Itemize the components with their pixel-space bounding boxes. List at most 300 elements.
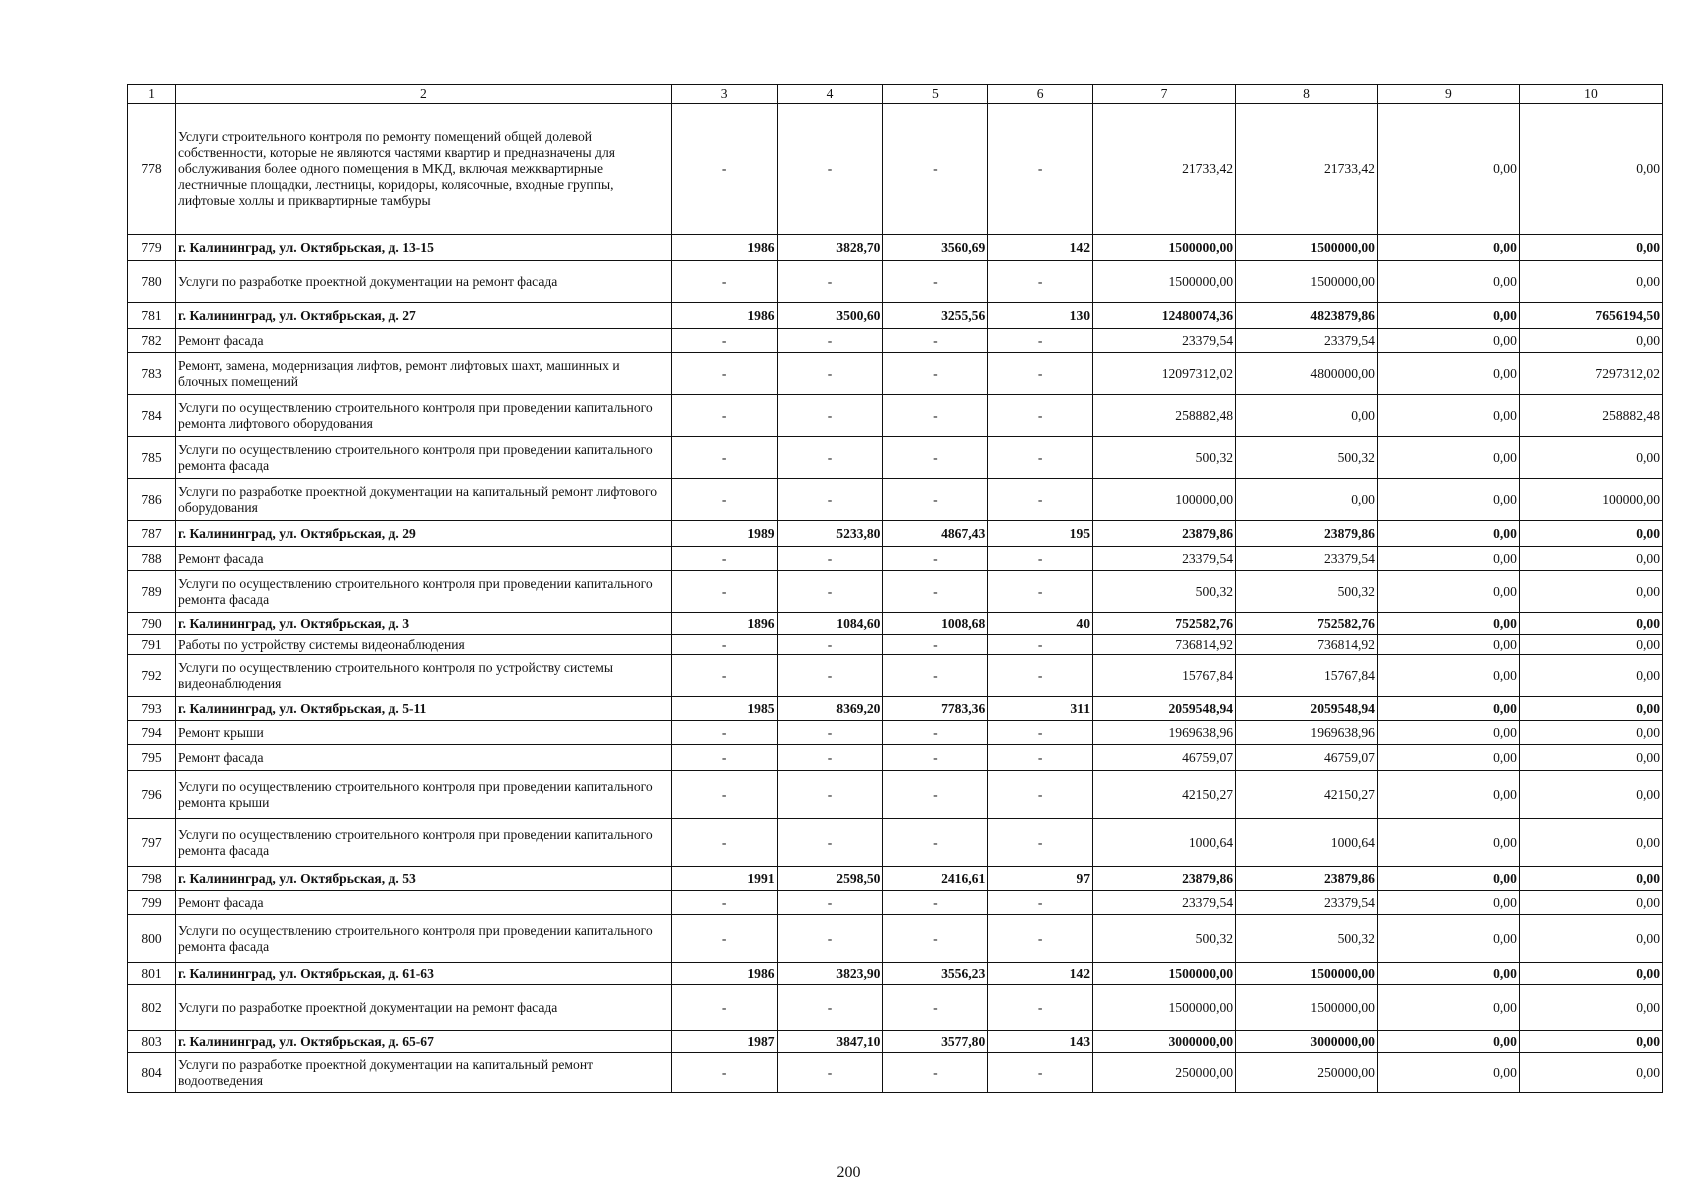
value-cell: 3560,69 <box>883 235 988 261</box>
address-row <box>128 867 1663 891</box>
service-row <box>128 635 1663 655</box>
empty-value-cell: - <box>988 721 1093 745</box>
value-cell: 0,00 <box>1519 891 1662 915</box>
work-description-cell: Работы по устройству системы видеонаблюдения <box>176 635 672 655</box>
value-cell: 0,00 <box>1377 963 1519 985</box>
value-cell: 0,00 <box>1377 1053 1519 1093</box>
row-number-cell: 789 <box>128 571 176 613</box>
empty-value-cell: - <box>988 547 1093 571</box>
value-cell: 0,00 <box>1377 547 1519 571</box>
empty-value-cell: - <box>777 104 883 235</box>
empty-value-cell: - <box>988 395 1093 437</box>
empty-value-cell: - <box>883 395 988 437</box>
column-header: 7 <box>1093 85 1236 104</box>
work-description-cell: Услуги по осуществлению строительного контроля при проведении капитального ремонта фасада <box>176 437 672 479</box>
service-row <box>128 1053 1663 1093</box>
value-cell: 0,00 <box>1519 1031 1662 1053</box>
empty-value-cell: - <box>671 721 777 745</box>
empty-value-cell: - <box>883 479 988 521</box>
empty-value-cell: - <box>777 261 883 303</box>
row-number-cell: 800 <box>128 915 176 963</box>
value-cell: 500,32 <box>1236 571 1378 613</box>
row-number-cell: 778 <box>128 104 176 235</box>
empty-value-cell: - <box>988 353 1093 395</box>
empty-value-cell: - <box>671 571 777 613</box>
work-description-cell: Услуги по осуществлению строительного контроля при проведении капитального ремонта лифтового оборудования <box>176 395 672 437</box>
empty-value-cell: - <box>883 437 988 479</box>
work-description-cell: Услуги по разработке проектной документации на ремонт фасада <box>176 261 672 303</box>
service-row <box>128 437 1663 479</box>
value-cell: 3847,10 <box>777 1031 883 1053</box>
empty-value-cell: - <box>777 721 883 745</box>
value-cell: 1084,60 <box>777 613 883 635</box>
empty-value-cell: - <box>883 547 988 571</box>
service-row <box>128 261 1663 303</box>
value-cell: 0,00 <box>1377 771 1519 819</box>
value-cell: 1500000,00 <box>1236 985 1378 1031</box>
empty-value-cell: - <box>988 635 1093 655</box>
address-cell: г. Калининград, ул. Октябрьская, д. 29 <box>176 521 672 547</box>
value-cell: 0,00 <box>1377 303 1519 329</box>
empty-value-cell: - <box>777 547 883 571</box>
value-cell: 0,00 <box>1377 521 1519 547</box>
address-row <box>128 1031 1663 1053</box>
empty-value-cell: - <box>883 745 988 771</box>
empty-value-cell: - <box>988 771 1093 819</box>
address-cell: г. Калининград, ул. Октябрьская, д. 3 <box>176 613 672 635</box>
empty-value-cell: - <box>671 329 777 353</box>
empty-value-cell: - <box>883 261 988 303</box>
address-cell: г. Калининград, ул. Октябрьская, д. 27 <box>176 303 672 329</box>
empty-value-cell: - <box>777 329 883 353</box>
value-cell: 0,00 <box>1377 985 1519 1031</box>
empty-value-cell: - <box>777 915 883 963</box>
value-cell: 46759,07 <box>1236 745 1378 771</box>
work-description-cell: Ремонт крыши <box>176 721 672 745</box>
row-number-cell: 783 <box>128 353 176 395</box>
work-description-cell: Услуги по осуществлению строительного контроля по устройству системы видеонаблюдения <box>176 655 672 697</box>
value-cell: 1008,68 <box>883 613 988 635</box>
empty-value-cell: - <box>988 915 1093 963</box>
value-cell: 0,00 <box>1377 104 1519 235</box>
row-number-cell: 792 <box>128 655 176 697</box>
value-cell: 0,00 <box>1377 915 1519 963</box>
value-cell: 0,00 <box>1519 571 1662 613</box>
empty-value-cell: - <box>883 635 988 655</box>
value-cell: 1896 <box>671 613 777 635</box>
value-cell: 1987 <box>671 1031 777 1053</box>
value-cell: 1986 <box>671 963 777 985</box>
value-cell: 0,00 <box>1519 771 1662 819</box>
column-header: 10 <box>1519 85 1662 104</box>
empty-value-cell: - <box>671 635 777 655</box>
value-cell: 12480074,36 <box>1093 303 1236 329</box>
value-cell: 0,00 <box>1519 1053 1662 1093</box>
service-row <box>128 721 1663 745</box>
work-description-cell: Услуги по осуществлению строительного контроля при проведении капитального ремонта фасада <box>176 571 672 613</box>
column-header: 8 <box>1236 85 1378 104</box>
service-row <box>128 353 1663 395</box>
value-cell: 7656194,50 <box>1519 303 1662 329</box>
work-description-cell: Ремонт фасада <box>176 891 672 915</box>
address-row <box>128 303 1663 329</box>
value-cell: 0,00 <box>1519 655 1662 697</box>
empty-value-cell: - <box>671 261 777 303</box>
address-row <box>128 613 1663 635</box>
empty-value-cell: - <box>883 104 988 235</box>
empty-value-cell: - <box>883 329 988 353</box>
work-description-cell: Услуги по осуществлению строительного контроля при проведении капитального ремонта фасада <box>176 915 672 963</box>
value-cell: 142 <box>988 963 1093 985</box>
value-cell: 142 <box>988 235 1093 261</box>
row-number-cell: 779 <box>128 235 176 261</box>
value-cell: 500,32 <box>1093 571 1236 613</box>
value-cell: 195 <box>988 521 1093 547</box>
service-row <box>128 771 1663 819</box>
value-cell: 0,00 <box>1519 261 1662 303</box>
value-cell: 1500000,00 <box>1093 261 1236 303</box>
empty-value-cell: - <box>988 329 1093 353</box>
work-description-cell: Услуги по осуществлению строительного контроля при проведении капитального ремонта крыши <box>176 771 672 819</box>
value-cell: 1000,64 <box>1093 819 1236 867</box>
value-cell: 0,00 <box>1519 437 1662 479</box>
column-number-row <box>128 85 1663 104</box>
row-number-cell: 780 <box>128 261 176 303</box>
page-number: 200 <box>836 1164 861 1181</box>
empty-value-cell: - <box>671 655 777 697</box>
value-cell: 1986 <box>671 235 777 261</box>
value-cell: 21733,42 <box>1236 104 1378 235</box>
document-sheet <box>127 84 1663 1093</box>
value-cell: 3255,56 <box>883 303 988 329</box>
value-cell: 0,00 <box>1236 479 1378 521</box>
empty-value-cell: - <box>988 891 1093 915</box>
value-cell: 1986 <box>671 303 777 329</box>
value-cell: 3577,80 <box>883 1031 988 1053</box>
value-cell: 0,00 <box>1377 571 1519 613</box>
row-number-cell: 794 <box>128 721 176 745</box>
value-cell: 0,00 <box>1236 395 1378 437</box>
value-cell: 7783,36 <box>883 697 988 721</box>
value-cell: 2059548,94 <box>1093 697 1236 721</box>
value-cell: 0,00 <box>1377 235 1519 261</box>
value-cell: 8369,20 <box>777 697 883 721</box>
value-cell: 97 <box>988 867 1093 891</box>
value-cell: 1500000,00 <box>1093 963 1236 985</box>
row-number-cell: 784 <box>128 395 176 437</box>
work-description-cell: Услуги по разработке проектной документации на капитальный ремонт водоотведения <box>176 1053 672 1093</box>
row-number-cell: 793 <box>128 697 176 721</box>
value-cell: 736814,92 <box>1093 635 1236 655</box>
service-row <box>128 104 1663 235</box>
value-cell: 311 <box>988 697 1093 721</box>
column-header: 6 <box>988 85 1093 104</box>
address-cell: г. Калининград, ул. Октябрьская, д. 5-11 <box>176 697 672 721</box>
service-row <box>128 745 1663 771</box>
empty-value-cell: - <box>777 745 883 771</box>
value-cell: 4800000,00 <box>1236 353 1378 395</box>
service-row <box>128 985 1663 1031</box>
row-number-cell: 798 <box>128 867 176 891</box>
empty-value-cell: - <box>671 915 777 963</box>
value-cell: 0,00 <box>1519 963 1662 985</box>
work-description-cell: Ремонт фасада <box>176 745 672 771</box>
empty-value-cell: - <box>671 771 777 819</box>
service-row <box>128 891 1663 915</box>
service-row <box>128 329 1663 353</box>
value-cell: 0,00 <box>1519 329 1662 353</box>
row-number-cell: 782 <box>128 329 176 353</box>
value-cell: 1500000,00 <box>1093 235 1236 261</box>
value-cell: 0,00 <box>1377 395 1519 437</box>
row-number-cell: 799 <box>128 891 176 915</box>
value-cell: 21733,42 <box>1093 104 1236 235</box>
value-cell: 0,00 <box>1377 697 1519 721</box>
empty-value-cell: - <box>777 1053 883 1093</box>
empty-value-cell: - <box>777 479 883 521</box>
column-header: 4 <box>777 85 883 104</box>
value-cell: 0,00 <box>1377 745 1519 771</box>
value-cell: 42150,27 <box>1236 771 1378 819</box>
address-row <box>128 697 1663 721</box>
column-header: 9 <box>1377 85 1519 104</box>
empty-value-cell: - <box>988 655 1093 697</box>
value-cell: 3556,23 <box>883 963 988 985</box>
empty-value-cell: - <box>777 353 883 395</box>
value-cell: 0,00 <box>1377 613 1519 635</box>
value-cell: 23879,86 <box>1236 521 1378 547</box>
empty-value-cell: - <box>671 547 777 571</box>
empty-value-cell: - <box>988 437 1093 479</box>
empty-value-cell: - <box>988 571 1093 613</box>
empty-value-cell: - <box>777 985 883 1031</box>
value-cell: 100000,00 <box>1519 479 1662 521</box>
value-cell: 1500000,00 <box>1236 235 1378 261</box>
empty-value-cell: - <box>988 479 1093 521</box>
empty-value-cell: - <box>988 104 1093 235</box>
value-cell: 0,00 <box>1519 104 1662 235</box>
value-cell: 0,00 <box>1377 655 1519 697</box>
row-number-cell: 795 <box>128 745 176 771</box>
empty-value-cell: - <box>883 655 988 697</box>
value-cell: 23879,86 <box>1236 867 1378 891</box>
row-number-cell: 791 <box>128 635 176 655</box>
column-header: 2 <box>176 85 672 104</box>
empty-value-cell: - <box>883 1053 988 1093</box>
row-number-cell: 788 <box>128 547 176 571</box>
column-header: 1 <box>128 85 176 104</box>
value-cell: 23379,54 <box>1093 891 1236 915</box>
empty-value-cell: - <box>777 891 883 915</box>
value-cell: 23379,54 <box>1236 547 1378 571</box>
value-cell: 0,00 <box>1377 437 1519 479</box>
value-cell: 1985 <box>671 697 777 721</box>
empty-value-cell: - <box>883 915 988 963</box>
value-cell: 0,00 <box>1519 635 1662 655</box>
address-cell: г. Калининград, ул. Октябрьская, д. 61-63 <box>176 963 672 985</box>
empty-value-cell: - <box>883 571 988 613</box>
empty-value-cell: - <box>883 819 988 867</box>
value-cell: 258882,48 <box>1519 395 1662 437</box>
value-cell: 23379,54 <box>1093 329 1236 353</box>
service-row <box>128 655 1663 697</box>
work-description-cell: Услуги по осуществлению строительного контроля при проведении капитального ремонта фасада <box>176 819 672 867</box>
value-cell: 23379,54 <box>1236 329 1378 353</box>
empty-value-cell: - <box>883 985 988 1031</box>
row-number-cell: 796 <box>128 771 176 819</box>
value-cell: 250000,00 <box>1093 1053 1236 1093</box>
empty-value-cell: - <box>777 771 883 819</box>
value-cell: 15767,84 <box>1236 655 1378 697</box>
value-cell: 0,00 <box>1519 697 1662 721</box>
empty-value-cell: - <box>671 985 777 1031</box>
empty-value-cell: - <box>988 985 1093 1031</box>
column-header: 5 <box>883 85 988 104</box>
service-row <box>128 819 1663 867</box>
value-cell: 1969638,96 <box>1093 721 1236 745</box>
work-description-cell: Ремонт, замена, модернизация лифтов, ремонт лифтовых шахт, машинных и блочных помещений <box>176 353 672 395</box>
value-cell: 0,00 <box>1377 353 1519 395</box>
service-row <box>128 547 1663 571</box>
value-cell: 0,00 <box>1377 867 1519 891</box>
empty-value-cell: - <box>988 1053 1093 1093</box>
row-number-cell: 797 <box>128 819 176 867</box>
value-cell: 2416,61 <box>883 867 988 891</box>
row-number-cell: 803 <box>128 1031 176 1053</box>
value-cell: 130 <box>988 303 1093 329</box>
column-header: 3 <box>671 85 777 104</box>
value-cell: 2059548,94 <box>1236 697 1378 721</box>
value-cell: 0,00 <box>1377 819 1519 867</box>
row-number-cell: 790 <box>128 613 176 635</box>
table-body <box>128 85 1663 1093</box>
value-cell: 736814,92 <box>1236 635 1378 655</box>
empty-value-cell: - <box>671 104 777 235</box>
row-number-cell: 804 <box>128 1053 176 1093</box>
empty-value-cell: - <box>671 819 777 867</box>
value-cell: 250000,00 <box>1236 1053 1378 1093</box>
empty-value-cell: - <box>671 437 777 479</box>
empty-value-cell: - <box>777 395 883 437</box>
value-cell: 100000,00 <box>1093 479 1236 521</box>
value-cell: 23879,86 <box>1093 867 1236 891</box>
empty-value-cell: - <box>883 891 988 915</box>
work-description-cell: Услуги по разработке проектной документации на капитальный ремонт лифтового оборудования <box>176 479 672 521</box>
value-cell: 4823879,86 <box>1236 303 1378 329</box>
value-cell: 0,00 <box>1377 329 1519 353</box>
empty-value-cell: - <box>883 353 988 395</box>
value-cell: 0,00 <box>1519 235 1662 261</box>
value-cell: 3828,70 <box>777 235 883 261</box>
work-description-cell: Ремонт фасада <box>176 329 672 353</box>
empty-value-cell: - <box>671 353 777 395</box>
address-cell: г. Калининград, ул. Октябрьская, д. 53 <box>176 867 672 891</box>
value-cell: 3000000,00 <box>1236 1031 1378 1053</box>
value-cell: 15767,84 <box>1093 655 1236 697</box>
value-cell: 0,00 <box>1519 985 1662 1031</box>
service-row <box>128 479 1663 521</box>
value-cell: 0,00 <box>1519 721 1662 745</box>
empty-value-cell: - <box>883 721 988 745</box>
value-cell: 3823,90 <box>777 963 883 985</box>
value-cell: 500,32 <box>1236 437 1378 479</box>
value-cell: 0,00 <box>1377 1031 1519 1053</box>
value-cell: 752582,76 <box>1236 613 1378 635</box>
value-cell: 0,00 <box>1519 547 1662 571</box>
empty-value-cell: - <box>671 479 777 521</box>
address-cell: г. Калининград, ул. Октябрьская, д. 65-67 <box>176 1031 672 1053</box>
empty-value-cell: - <box>777 437 883 479</box>
value-cell: 0,00 <box>1519 745 1662 771</box>
value-cell: 2598,50 <box>777 867 883 891</box>
service-row <box>128 571 1663 613</box>
value-cell: 23379,54 <box>1236 891 1378 915</box>
value-cell: 0,00 <box>1377 721 1519 745</box>
value-cell: 0,00 <box>1377 635 1519 655</box>
value-cell: 7297312,02 <box>1519 353 1662 395</box>
work-description-cell: Услуги по разработке проектной документации на ремонт фасада <box>176 985 672 1031</box>
value-cell: 46759,07 <box>1093 745 1236 771</box>
empty-value-cell: - <box>777 655 883 697</box>
value-cell: 1500000,00 <box>1093 985 1236 1031</box>
value-cell: 0,00 <box>1519 915 1662 963</box>
value-cell: 258882,48 <box>1093 395 1236 437</box>
value-cell: 1991 <box>671 867 777 891</box>
empty-value-cell: - <box>671 1053 777 1093</box>
value-cell: 3000000,00 <box>1093 1031 1236 1053</box>
value-cell: 1500000,00 <box>1236 963 1378 985</box>
row-number-cell: 785 <box>128 437 176 479</box>
value-cell: 0,00 <box>1519 613 1662 635</box>
value-cell: 23879,86 <box>1093 521 1236 547</box>
address-row <box>128 521 1663 547</box>
empty-value-cell: - <box>988 261 1093 303</box>
empty-value-cell: - <box>988 745 1093 771</box>
empty-value-cell: - <box>671 891 777 915</box>
work-description-cell: Ремонт фасада <box>176 547 672 571</box>
value-cell: 5233,80 <box>777 521 883 547</box>
row-number-cell: 786 <box>128 479 176 521</box>
value-cell: 500,32 <box>1093 437 1236 479</box>
value-cell: 0,00 <box>1519 867 1662 891</box>
value-cell: 0,00 <box>1519 819 1662 867</box>
value-cell: 143 <box>988 1031 1093 1053</box>
value-cell: 23379,54 <box>1093 547 1236 571</box>
value-cell: 500,32 <box>1236 915 1378 963</box>
service-row <box>128 915 1663 963</box>
empty-value-cell: - <box>883 771 988 819</box>
value-cell: 752582,76 <box>1093 613 1236 635</box>
address-cell: г. Калининград, ул. Октябрьская, д. 13-15 <box>176 235 672 261</box>
row-number-cell: 802 <box>128 985 176 1031</box>
address-row <box>128 235 1663 261</box>
value-cell: 1989 <box>671 521 777 547</box>
row-number-cell: 787 <box>128 521 176 547</box>
value-cell: 0,00 <box>1377 479 1519 521</box>
work-description-cell: Услуги строительного контроля по ремонту помещений общей долевой собственности, которые не являются частями квартир и предназначены для обслуживания более одного помещения в МКД, включая межквартирные лестничные площадки, лестницы, коридоры, колясочные, входные группы, лифтовые холлы и приквартирные тамбуры <box>176 104 672 235</box>
empty-value-cell: - <box>777 819 883 867</box>
value-cell: 500,32 <box>1093 915 1236 963</box>
service-row <box>128 395 1663 437</box>
empty-value-cell: - <box>777 571 883 613</box>
value-cell: 0,00 <box>1519 521 1662 547</box>
value-cell: 1500000,00 <box>1236 261 1378 303</box>
row-number-cell: 801 <box>128 963 176 985</box>
value-cell: 40 <box>988 613 1093 635</box>
empty-value-cell: - <box>777 635 883 655</box>
value-cell: 1000,64 <box>1236 819 1378 867</box>
value-cell: 0,00 <box>1377 891 1519 915</box>
